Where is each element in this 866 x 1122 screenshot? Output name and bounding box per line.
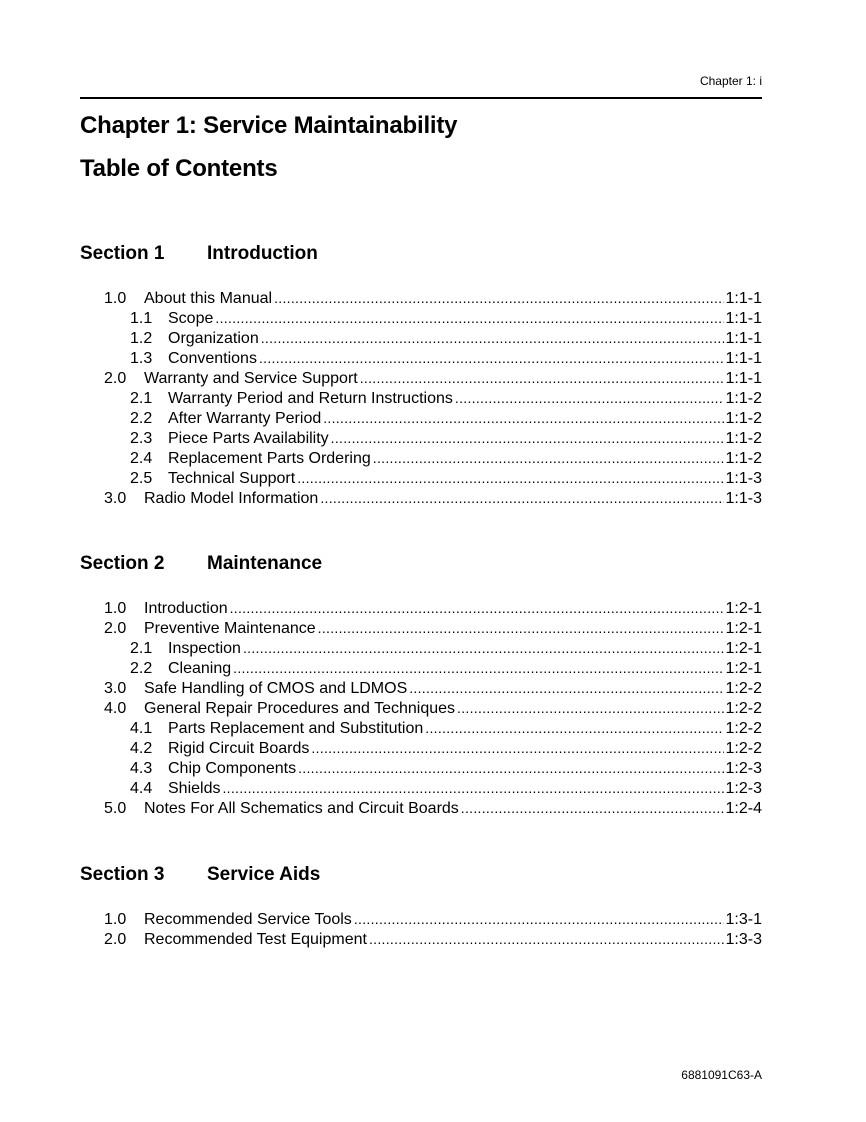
toc-entry-page: 1:1-2 <box>725 450 762 467</box>
toc-entry[interactable] <box>80 288 762 308</box>
toc-entry-number: 1.3 <box>130 350 153 367</box>
section-1 <box>80 242 762 508</box>
toc-list <box>80 288 762 508</box>
dot-leader <box>259 348 724 368</box>
toc-entry-title: Notes For All Schematics and Circuit Boards <box>144 800 459 817</box>
toc-entry-number: 2.0 <box>104 370 127 387</box>
toc-entry[interactable] <box>80 698 762 718</box>
section-heading <box>80 863 762 887</box>
toc-entry-page: 1:2-1 <box>725 640 762 657</box>
toc-entry[interactable] <box>80 448 762 468</box>
dot-leader <box>215 308 723 328</box>
dot-leader <box>373 448 724 468</box>
toc-entry[interactable] <box>80 638 762 658</box>
toc-entry[interactable] <box>80 328 762 348</box>
toc-entry-number: 3.0 <box>104 680 127 697</box>
toc-entry-number: 2.1 <box>130 640 153 657</box>
toc-entry-number: 4.4 <box>130 780 153 797</box>
toc-entry-title: Radio Model Information <box>144 490 319 507</box>
chapter-title: Chapter 1: Service Maintainability <box>80 112 458 139</box>
toc-entry[interactable] <box>80 678 762 698</box>
toc-entry[interactable] <box>80 929 762 949</box>
toc-entry-number: 5.0 <box>104 800 127 817</box>
dot-leader <box>320 488 723 508</box>
toc-entry-page: 1:1-1 <box>725 350 762 367</box>
toc-entry-number: 2.3 <box>130 430 153 447</box>
toc-entry-page: 1:2-2 <box>725 720 762 737</box>
toc-entry-number: 1.0 <box>104 290 127 307</box>
dot-leader <box>318 618 724 638</box>
toc-entry-title: Cleaning <box>168 660 232 677</box>
section-title: Service Aids <box>207 864 321 885</box>
toc-title: Table of Contents <box>80 155 278 182</box>
dot-leader <box>455 388 724 408</box>
dot-leader <box>457 698 724 718</box>
toc-entry-title: Warranty and Service Support <box>144 370 358 387</box>
toc-entry-page: 1:1-1 <box>725 330 762 347</box>
section-number: Section 1 <box>80 243 165 264</box>
toc-entry-page: 1:2-3 <box>725 780 762 797</box>
section-3 <box>80 863 762 949</box>
toc-entry-title: Piece Parts Availability <box>168 430 329 447</box>
toc-entry-title: Introduction <box>144 600 228 617</box>
toc-entry-page: 1:1-1 <box>725 290 762 307</box>
toc-entry-number: 2.5 <box>130 470 153 487</box>
toc-entry-page: 1:3-1 <box>725 911 762 928</box>
toc-entry-title: Parts Replacement and Substitution <box>168 720 424 737</box>
toc-entry-title: Recommended Service Tools <box>144 911 352 928</box>
toc-entry[interactable] <box>80 798 762 818</box>
toc-entry-page: 1:2-1 <box>725 660 762 677</box>
toc-entry-title: Warranty Period and Return Instructions <box>168 390 453 407</box>
dot-leader <box>243 638 724 658</box>
toc-entry[interactable] <box>80 718 762 738</box>
toc-entry-title: Chip Components <box>168 760 297 777</box>
toc-entry[interactable] <box>80 408 762 428</box>
dot-leader <box>425 718 723 738</box>
dot-leader <box>298 758 723 778</box>
toc-entry-page: 1:2-2 <box>725 740 762 757</box>
toc-entry[interactable] <box>80 368 762 388</box>
toc-entry[interactable] <box>80 388 762 408</box>
toc-entry-number: 2.2 <box>130 660 153 677</box>
toc-entry-title: Organization <box>168 330 259 347</box>
section-heading <box>80 552 762 576</box>
toc-entry-title: General Repair Procedures and Techniques <box>144 700 456 717</box>
toc-entry-title: Conventions <box>168 350 257 367</box>
dot-leader <box>409 678 723 698</box>
toc-entry-number: 1.1 <box>130 310 153 327</box>
dot-leader <box>331 428 724 448</box>
toc-list <box>80 598 762 818</box>
toc-entry-number: 1.2 <box>130 330 153 347</box>
toc-entry-title: After Warranty Period <box>168 410 322 427</box>
toc-entry[interactable] <box>80 778 762 798</box>
dot-leader <box>354 909 724 929</box>
toc-entry-title: Replacement Parts Ordering <box>168 450 371 467</box>
toc-entry[interactable] <box>80 738 762 758</box>
toc-entry-title: Technical Support <box>168 470 296 487</box>
toc-entry-title: Shields <box>168 780 221 797</box>
section-number: Section 3 <box>80 864 165 885</box>
section-number: Section 2 <box>80 553 165 574</box>
toc-entry[interactable] <box>80 598 762 618</box>
toc-entry[interactable] <box>80 348 762 368</box>
toc-entry-page: 1:1-2 <box>725 410 762 427</box>
dot-leader <box>323 408 723 428</box>
toc-entry-number: 1.0 <box>104 911 127 928</box>
toc-entry-number: 2.2 <box>130 410 153 427</box>
dot-leader <box>274 288 723 308</box>
toc-entry-page: 1:1-3 <box>725 470 762 487</box>
toc-entry[interactable] <box>80 658 762 678</box>
toc-entry-page: 1:2-1 <box>725 600 762 617</box>
toc-entry[interactable] <box>80 488 762 508</box>
toc-entry-title: Preventive Maintenance <box>144 620 316 637</box>
dot-leader <box>311 738 723 758</box>
toc-entry[interactable] <box>80 428 762 448</box>
dot-leader <box>297 468 723 488</box>
toc-entry[interactable] <box>80 909 762 929</box>
toc-entry-number: 2.1 <box>130 390 153 407</box>
running-head: Chapter 1: i <box>699 74 762 88</box>
dot-leader <box>261 328 724 348</box>
toc-entry-number: 4.0 <box>104 700 127 717</box>
section-2 <box>80 552 762 818</box>
dot-leader <box>233 658 723 678</box>
toc-entry-page: 1:2-2 <box>725 700 762 717</box>
toc-entry-page: 1:1-2 <box>725 430 762 447</box>
section-title: Introduction <box>207 243 318 264</box>
toc-entry-title: Recommended Test Equipment <box>144 931 367 948</box>
toc-entry[interactable] <box>80 758 762 778</box>
toc-entry-number: 1.0 <box>104 600 127 617</box>
toc-entry-number: 2.4 <box>130 450 153 467</box>
toc-entry-number: 2.0 <box>104 931 127 948</box>
toc-entry-page: 1:1-1 <box>725 310 762 327</box>
toc-entry-title: Inspection <box>168 640 241 657</box>
toc-entry-number: 4.3 <box>130 760 153 777</box>
dot-leader <box>369 929 724 949</box>
section-title: Maintenance <box>207 553 323 574</box>
toc-entry[interactable] <box>80 618 762 638</box>
toc-entry-page: 1:1-1 <box>725 370 762 387</box>
dot-leader <box>360 368 724 388</box>
toc-entry-title: Safe Handling of CMOS and LDMOS <box>144 680 408 697</box>
toc-entry-page: 1:2-4 <box>725 800 762 817</box>
section-heading <box>80 242 762 266</box>
toc-entry-page: 1:3-3 <box>725 931 762 948</box>
toc-entry[interactable] <box>80 308 762 328</box>
toc-entry[interactable] <box>80 468 762 488</box>
toc-entry-title: About this Manual <box>144 290 273 307</box>
dot-leader <box>461 798 724 818</box>
toc-entry-page: 1:1-3 <box>725 490 762 507</box>
toc-list <box>80 909 762 949</box>
toc-entry-page: 1:2-1 <box>725 620 762 637</box>
toc-entry-number: 4.2 <box>130 740 153 757</box>
toc-entry-page: 1:2-3 <box>725 760 762 777</box>
toc-entry-page: 1:2-2 <box>725 680 762 697</box>
toc-entry-title: Rigid Circuit Boards <box>168 740 310 757</box>
header-rule <box>80 97 762 99</box>
dot-leader <box>230 598 724 618</box>
document-number: 6881091C63-A <box>681 1068 762 1082</box>
toc-entry-number: 3.0 <box>104 490 127 507</box>
toc-entry-title: Scope <box>168 310 214 327</box>
dot-leader <box>222 778 723 798</box>
toc-entry-page: 1:1-2 <box>725 390 762 407</box>
toc-entry-number: 2.0 <box>104 620 127 637</box>
toc-entry-number: 4.1 <box>130 720 153 737</box>
